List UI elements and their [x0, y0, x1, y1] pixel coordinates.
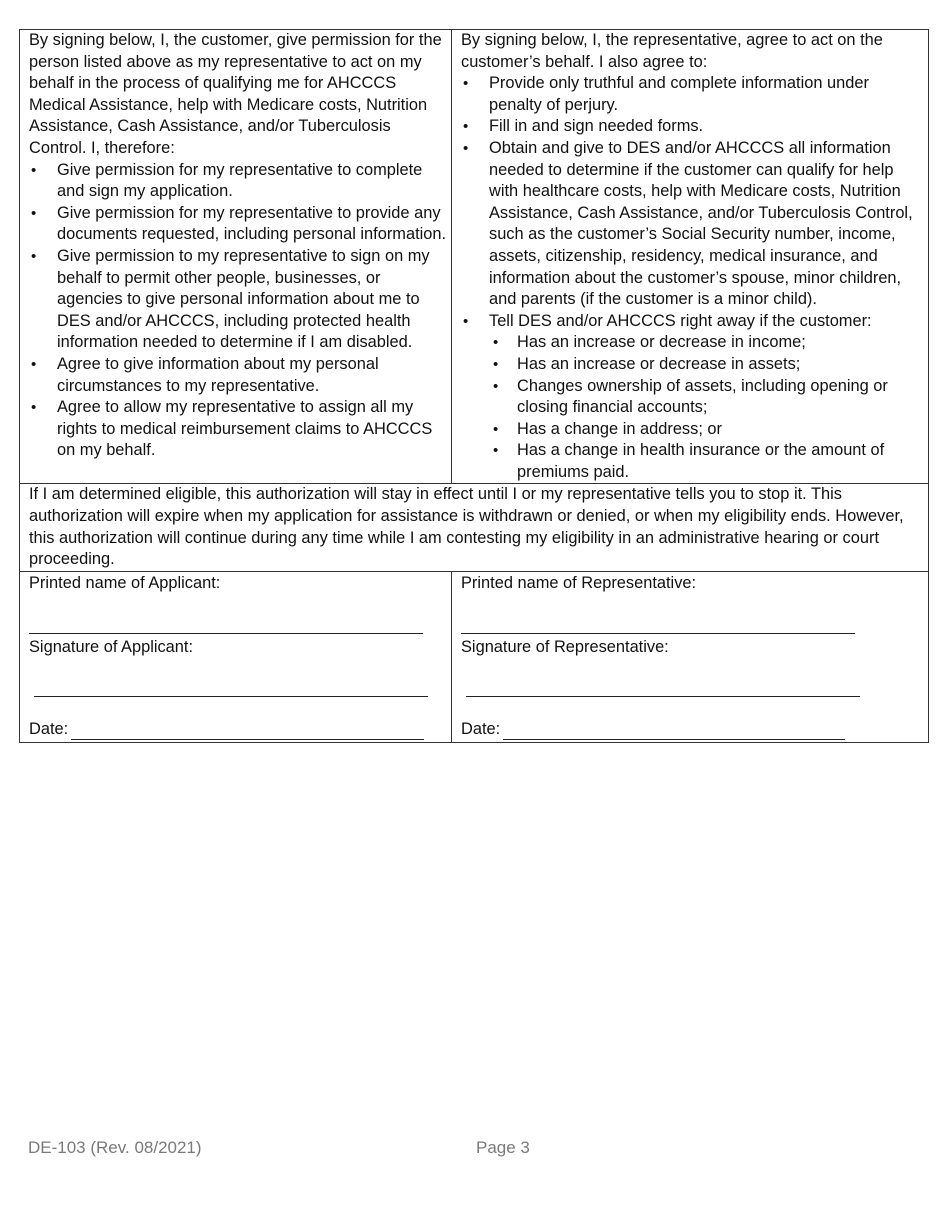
representative-agreement-cell — [452, 30, 929, 484]
representative-name-line[interactable] — [461, 633, 855, 634]
authorization-duration-cell — [20, 484, 929, 571]
list-item: • Agree to give information about my personal circumstances to my representative. — [57, 354, 447, 397]
applicant-date-line[interactable] — [71, 724, 424, 740]
customer-agreement-list — [29, 160, 447, 462]
representative-agreement-intro: By signing below, I, the representative, agree to act on the customer’s behalf. I also agree to: — [461, 31, 883, 71]
applicant-date-row — [29, 719, 424, 741]
representative-signature-line[interactable] — [466, 696, 860, 697]
applicant-date-label: Date: — [29, 719, 69, 738]
page-number: Page 3 — [476, 1138, 530, 1157]
representative-date-row — [461, 719, 845, 741]
sub-list-item: • Changes ownership of assets, including opening or closing financial accounts; — [517, 376, 924, 419]
list-item: • Give permission for my representative to complete and sign my application. — [57, 160, 447, 203]
applicant-name-label: Printed name of Applicant: — [29, 573, 221, 592]
customer-agreement-intro: By signing below, I, the customer, give permission for the person listed above as my representative to act on my behalf in the process of qualifying me for AHCCCS Medical Assistance, help with Medicare costs, Nutrition Assistance, Cash Assistance, and/or Tuberculosis Control. I, therefore: — [29, 31, 442, 157]
sub-list-item: • Has an increase or decrease in assets; — [517, 354, 924, 376]
representative-agreement-list — [461, 73, 924, 483]
customer-change-list — [489, 332, 924, 483]
sub-list-item: • Has a change in address; or — [517, 419, 924, 441]
list-item-text: Tell DES and/or AHCCCS right away if the customer: — [489, 311, 872, 330]
list-item — [489, 311, 924, 484]
representative-date-line[interactable] — [503, 724, 845, 740]
applicant-name-line[interactable] — [29, 633, 423, 634]
list-item: • Give permission for my representative to provide any documents requested, including personal information. — [57, 203, 447, 246]
sub-list-item: • Has a change in health insurance or the amount of premiums paid. — [517, 440, 924, 483]
applicant-signature-label: Signature of Applicant: — [29, 637, 194, 656]
representative-date-label: Date: — [461, 719, 501, 738]
form-number: DE-103 (Rev. 08/2021) — [28, 1138, 202, 1157]
representative-signature-label: Signature of Representative: — [461, 637, 669, 656]
list-item: • Give permission to my representative to sign on my behalf to permit other people, businesses, or agencies to give personal information about me to DES and/or AHCCCS, including protected health information needed to determine if I am disabled. — [57, 246, 447, 354]
applicant-signature-line[interactable] — [34, 696, 428, 697]
representative-name-label: Printed name of Representative: — [461, 573, 697, 592]
sub-list-item: • Has an increase or decrease in income; — [517, 332, 924, 354]
customer-agreement-cell — [20, 30, 452, 484]
applicant-signature-cell — [20, 571, 452, 742]
list-item: • Agree to allow my representative to assign all my rights to medical reimbursement claims to AHCCCS on my behalf. — [57, 397, 447, 462]
authorization-form-table — [19, 29, 929, 743]
representative-signature-cell — [452, 571, 929, 742]
list-item: • Obtain and give to DES and/or AHCCCS all information needed to determine if the customer can qualify for help with healthcare costs, help with Medicare costs, Nutrition Assistance, Cash Assistance, and/or Tuberculosis Control, such as the customer’s Social Security number, income, assets, citizenship, residency, medical insurance, and information about the customer’s spouse, minor children, and parents (if the customer is a minor child). — [489, 138, 924, 311]
list-item: • Fill in and sign needed forms. — [489, 116, 924, 138]
list-item: • Provide only truthful and complete information under penalty of perjury. — [489, 73, 924, 116]
authorization-duration-text: If I am determined eligible, this authorization will stay in effect until I or my representative tells you to stop it. This authorization will expire when my application for assistance is withdrawn or denied, or when my eligibility ends. However, this authorization will continue during any time while I am contesting my eligibility in an administrative hearing or court proceeding. — [29, 485, 904, 569]
